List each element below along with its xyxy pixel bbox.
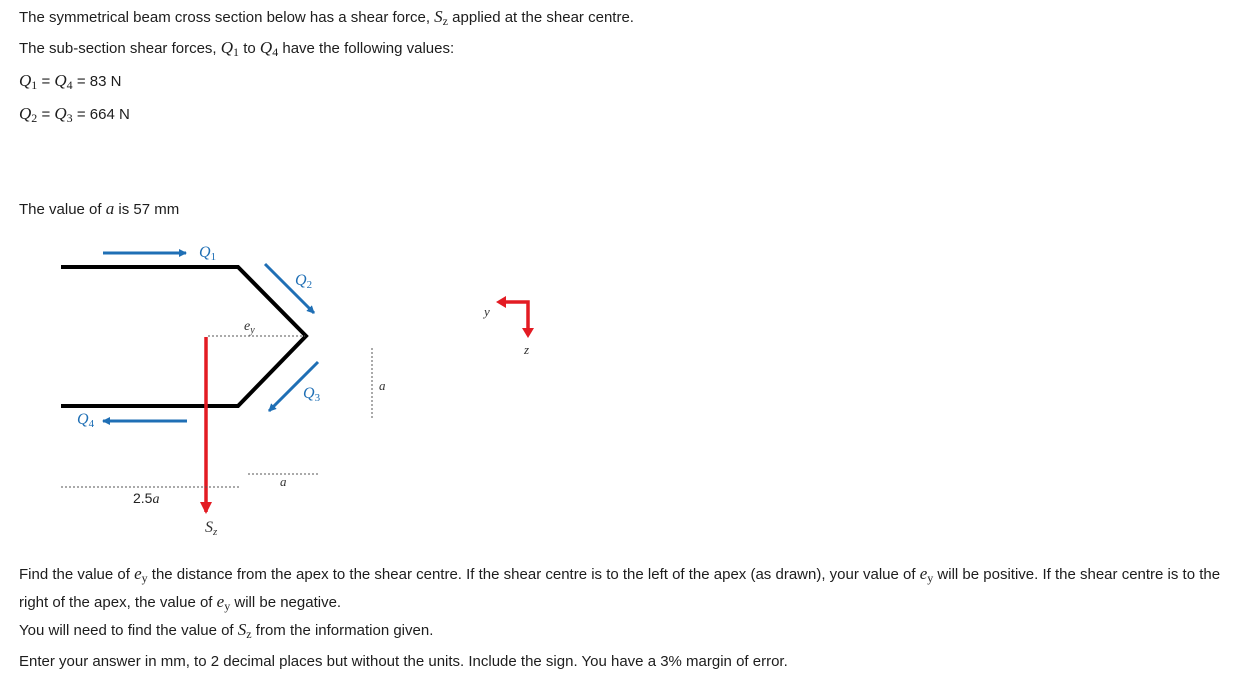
axis-y-arrowhead [496,296,506,308]
question-paragraph-1: Find the value of $e_y$ the distance from the apex to the shear centre. If the shear centre is to the left of the apex (as drawn), your value of $e_y$ will be positive. If the shear centre is to the right of the apex, the value of $e_y$ will be negative. [19,564,1221,613]
q3-label: Q3 [303,385,321,404]
sz-label: Sz [205,519,218,538]
question-paragraph-2: You will need to find the value of $S_z$ from the information given. [19,620,434,641]
sz-symbol: $S_z$ [237,620,252,641]
axis-z-arrowhead [522,328,534,338]
ey-symbol: $e_y$ [134,564,148,585]
intro-text: The symmetrical beam cross section below has a shear force, [19,9,435,26]
q4-label: Q4 [77,411,95,430]
sz-symbol: $S_z$ [434,7,448,28]
axis-y-label: y [484,304,490,319]
a-symbol: a [105,199,115,218]
equation-q1-q4: $Q_1 = Q_4 = 83$ N [19,71,122,92]
a-label-vertical: a [379,378,386,393]
a-label-horizontal: a [280,474,287,489]
intro-text: applied at the shear centre. [448,9,634,26]
equation-q2-q3: $Q_2 = Q_3 = 664$ N [19,104,130,125]
q1-label: Q1 [199,244,217,263]
question-paragraph-3: Enter your answer in mm, to 2 decimal places but without the units. Include the sign. You have a 3% margin of error. [19,653,788,670]
q2-label: Q2 [295,272,313,291]
q4-symbol: $Q_4$ [259,38,279,59]
value-of-a: The value of a is 57 mm [19,199,180,218]
ey-label: $e_y$ [244,319,255,336]
intro-line-2: The sub-section shear forces, $Q_1$ to $Q_4$ have the following values: [19,38,455,59]
dimension-label-2-5a: 2.5a [133,490,160,507]
axis-z-label: z [524,342,530,357]
q1-symbol: $Q_1$ [220,38,240,59]
